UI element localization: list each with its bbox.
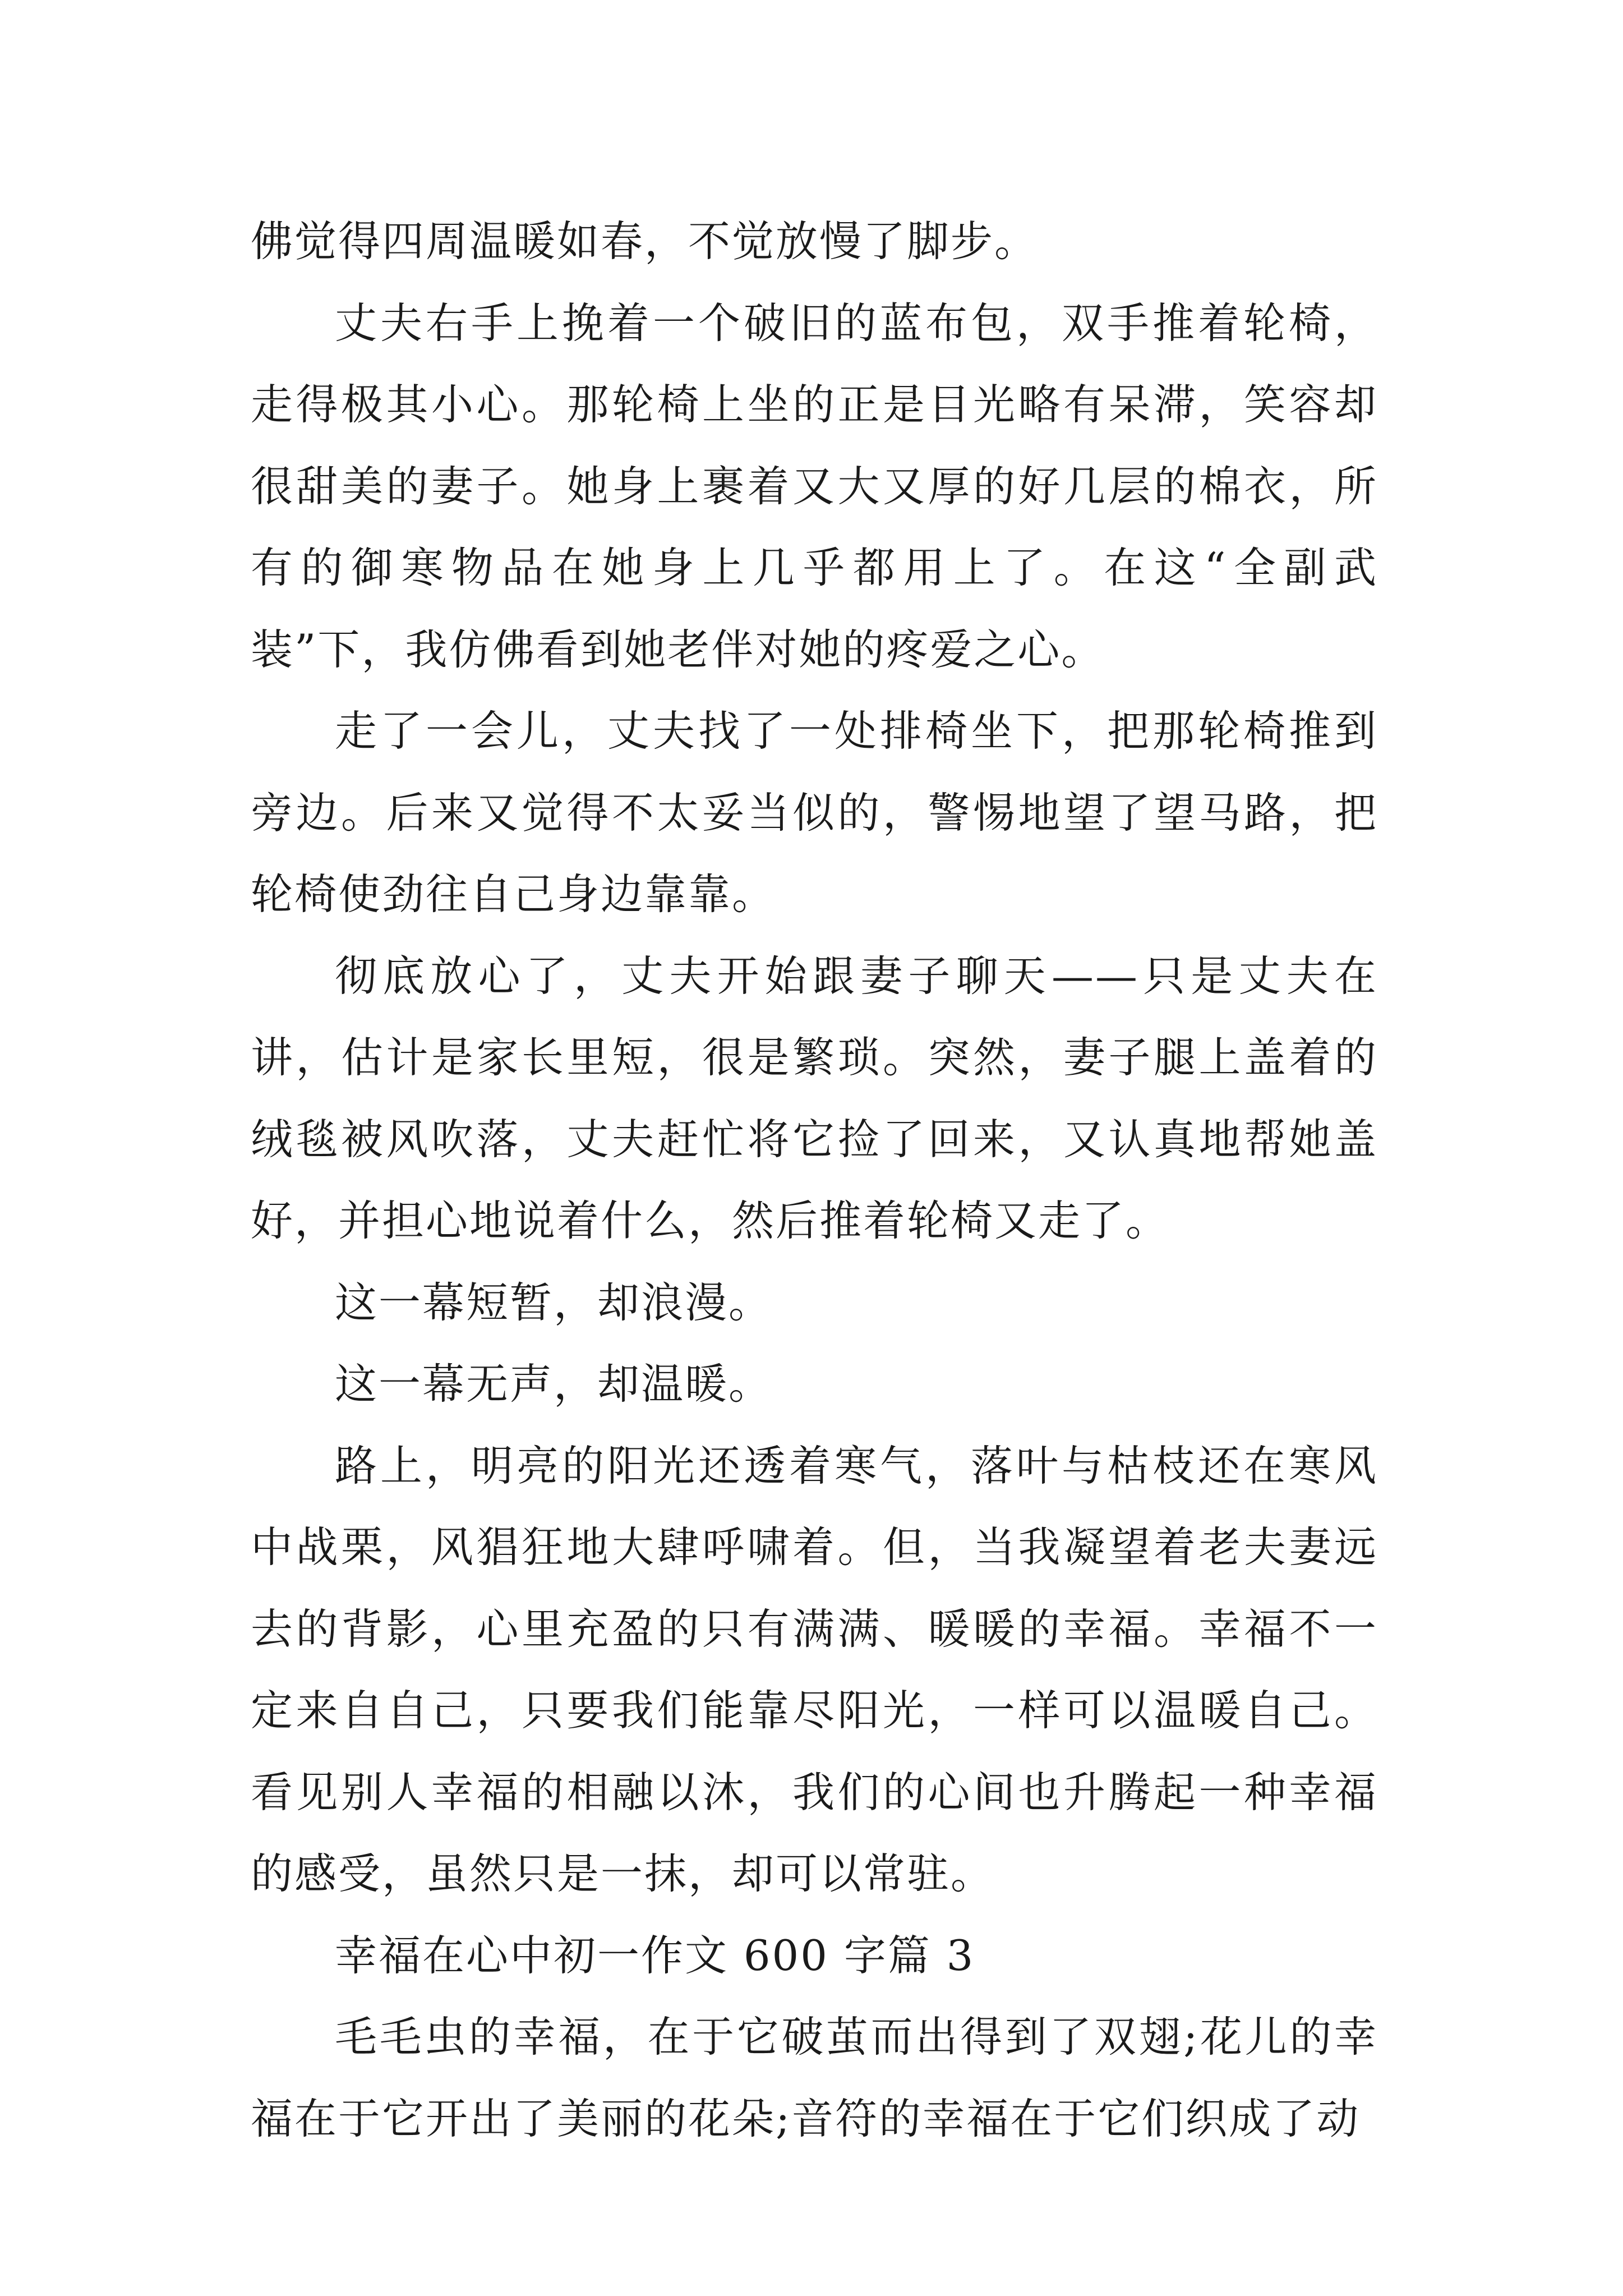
section-heading: 幸福在心中初一作文 600 字篇 3 bbox=[335, 1930, 975, 1980]
paragraph: 佛觉得四周温暖如春，不觉放慢了脚步。 bbox=[251, 217, 1039, 266]
paragraph: 丈夫右手上挽着一个破旧的蓝布包，双手推着轮椅，走得极其小心。那轮椅上坐的正是目光略有呆滞，笑容却很甜美的妻子。她身上裹着又大又厚的好几层的棉衣，所有的御寒物品在她身上几乎都用上了。在这“全副武装”下，我仿佛看到她老伴对她的疼爱之心。 bbox=[251, 298, 1378, 674]
paragraph: 这一幕短暂，却浪漫。 bbox=[335, 1277, 773, 1327]
paragraph: 路上，明亮的阳光还透着寒气，落叶与枯枝还在寒风中战栗，风猖狂地大肆呼啸着。但，当我凝望着老夫妻远去的背影，心里充盈的只有满满、暖暖的幸福。幸福不一定来自自己，只要我们能靠尽阳光，一样可以温暖自己。看见别人幸福的相融以沐，我们的心间也升腾起一种幸福的感受，虽然只是一抹，却可以常驻。 bbox=[251, 1441, 1378, 1898]
paragraph: 走了一会儿，丈夫找了一处排椅坐下，把那轮椅推到旁边。后来又觉得不太妥当似的，警惕地望了望马路，把轮椅使劲往自己身边靠靠。 bbox=[251, 706, 1378, 919]
paragraph: 这一幕无声，却温暖。 bbox=[335, 1359, 773, 1409]
paragraph: 彻底放心了，丈夫开始跟妻子聊天——只是丈夫在讲，估计是家长里短，很是繁琐。突然，妻子腿上盖着的绒毯被风吹落，丈夫赶忙将它捡了回来，又认真地帮她盖好，并担心地说着什么，然后推着轮椅又走了。 bbox=[251, 951, 1378, 1245]
document-body bbox=[251, 201, 1378, 2160]
paragraph: 毛毛虫的幸福，在于它破茧而出得到了双翅;花儿的幸福在于它开出了美丽的花朵;音符的幸福在于它们织成了动 bbox=[251, 2012, 1378, 2143]
